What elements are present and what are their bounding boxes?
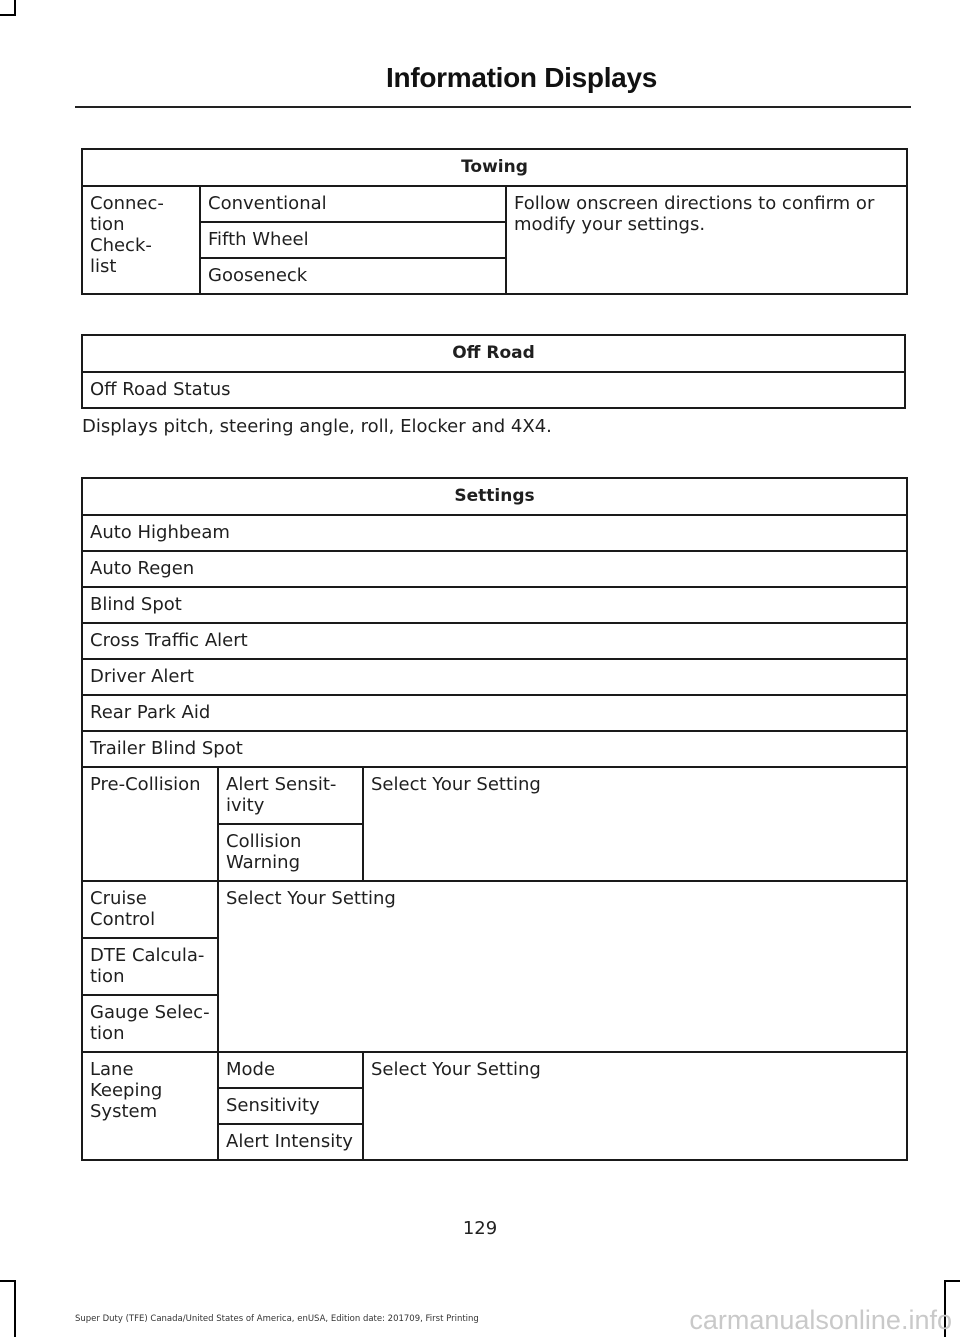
towing-option: Conventional [200, 186, 506, 222]
lane-keeping-option: Mode [218, 1052, 363, 1088]
towing-heading: Towing [82, 149, 907, 186]
settings-heading: Settings [82, 478, 907, 515]
towing-option: Fifth Wheel [200, 222, 506, 258]
settings-group-action: Select Your Setting [218, 881, 907, 1052]
settings-item: Blind Spot [82, 587, 907, 623]
lane-keeping-option: Alert Intensity [218, 1124, 363, 1160]
settings-group-label: Cruise Control [82, 881, 218, 938]
settings-group-label: DTE Calcula- tion [82, 938, 218, 995]
settings-item: Auto Regen [82, 551, 907, 587]
settings-item: Cross Traffic Alert [82, 623, 907, 659]
off-road-heading: Off Road [82, 335, 905, 372]
header-rule [75, 106, 911, 108]
settings-group-label: Gauge Selec- tion [82, 995, 218, 1052]
crop-mark-bottom-right [944, 1280, 960, 1282]
settings-item: Rear Park Aid [82, 695, 907, 731]
watermark: carmanualsonline.info [689, 1305, 952, 1335]
settings-item: Driver Alert [82, 659, 907, 695]
crop-mark-bottom-left [14, 1280, 16, 1337]
crop-mark-top-left [0, 14, 16, 16]
pre-collision-action: Select Your Setting [363, 767, 907, 881]
towing-option: Gooseneck [200, 258, 506, 294]
settings-item: Auto Highbeam [82, 515, 907, 551]
lane-keeping-label: Lane Keeping System [82, 1052, 218, 1160]
towing-table [81, 148, 908, 295]
settings-item: Trailer Blind Spot [82, 731, 907, 767]
settings-table [81, 477, 908, 1161]
crop-mark-top-left [14, 0, 16, 14]
pre-collision-option: Collision Warning [218, 824, 363, 881]
lane-keeping-option: Sensitivity [218, 1088, 363, 1124]
footer-edition: Super Duty (TFE) Canada/United States of America, enUSA, Edition date: 201709, First Printing [75, 1314, 479, 1324]
lane-keeping-action: Select Your Setting [363, 1052, 907, 1160]
pre-collision-label: Pre-Collision [82, 767, 218, 881]
page-number: 129 [462, 1218, 498, 1239]
off-road-table [81, 334, 906, 409]
off-road-item: Off Road Status [82, 372, 905, 408]
towing-group-label: Connec- tion Check- list [82, 186, 200, 294]
off-road-note: Displays pitch, steering angle, roll, Elocker and 4X4. [82, 416, 552, 437]
pre-collision-option: Alert Sensit- ivity [218, 767, 363, 824]
page-title: Information Displays [386, 62, 657, 93]
towing-action: Follow onscreen directions to confirm or modify your settings. [506, 186, 907, 294]
